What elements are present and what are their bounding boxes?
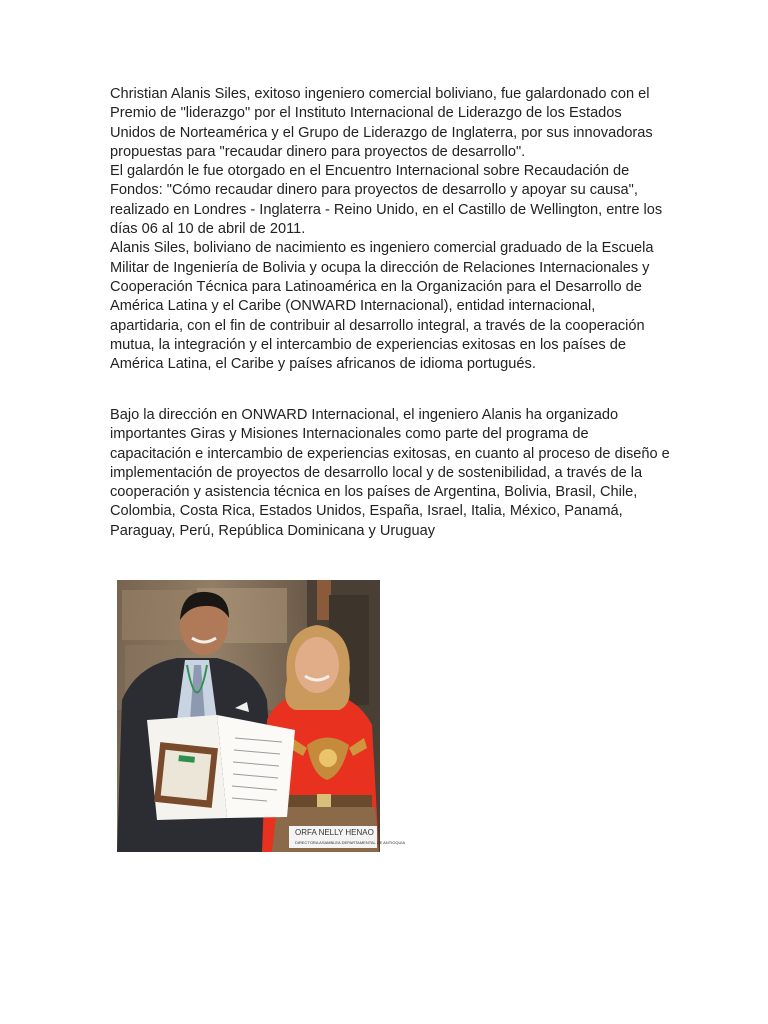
paragraph-onward-missions: Bajo la dirección en ONWARD Internacional, el ingeniero Alanis ha organizado importantes Giras y Misiones Internacionales como parte del programa de capacitación e intercambio de experiencias exitosas, en cuanto al proceso de diseño e implementación de proyectos de desarrollo local y de sostenibilidad, a través de la cooperación y asistencia técnica en los países de Argentina, Bolivia, Brasil, Chile, Colombia, Costa Rica, Estados Unidos, España, Israel, Italia, México, Panamá, Paraguay, Perú, República Dominicana y Uruguay	[110, 407, 670, 539]
woman-face	[295, 637, 339, 693]
paragraph-event: El galardón le fue otorgado en el Encuentro Internacional sobre Recaudación de Fondos: "Cómo recaudar dinero para proyectos de desarrollo y apoyar su causa", realizado en Londres - Inglaterra - Reino Unido, en el Castillo de Wellington, entre los días 06 al 10 de abril de 2011.	[110, 163, 663, 238]
award-photo	[117, 580, 406, 852]
article-body-top	[110, 85, 670, 374]
paragraph-biography: Alanis Siles, boliviano de nacimiento es ingeniero comercial graduado de la Escuela Militar de Ingeniería de Bolivia y ocupa la dirección de Relaciones Internacionales y Cooperación Técnica para Latinoamérica en la Organización para el Desarrollo de América Latina y el Caribe (ONWARD Internacional), entidad internacional, apartidaria, con el fin de contribuir al desarrollo integral, a través de la cooperación mutua, la integración y el intercambio de experiencias exitosas en los países de América Latina, el Caribe y países africanos de idioma portugués.	[110, 240, 654, 373]
nameplate-subtitle: DIRECTORA ASAMBLEA DEPARTAMENTAL DE ANTIOQUIA	[295, 840, 406, 845]
paragraph-award: Christian Alanis Siles, exitoso ingeniero comercial boliviano, fue galardonado con el Premio de "liderazgo" por el Instituto Internacional de Liderazgo de los Estados Unidos de Norteamérica y el Grupo de Liderazgo de Inglaterra, por sus innovadoras propuestas para "recaudar dinero para proyectos de desarrollo".	[110, 86, 653, 160]
nameplate-name: ORFA NELLY HENAO	[295, 828, 374, 837]
article-body-bottom	[110, 406, 670, 541]
